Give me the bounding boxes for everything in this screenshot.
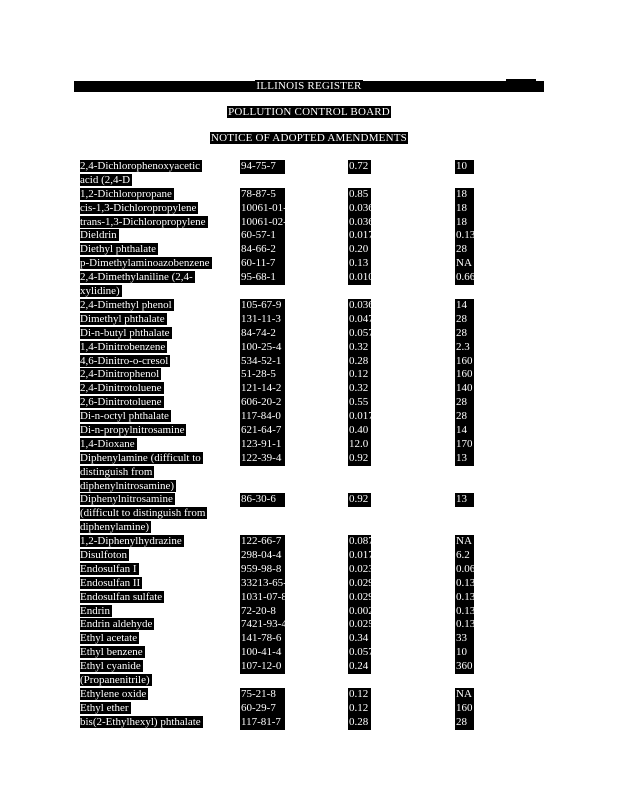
constituent-name-line: Diphenylamine (difficult to	[80, 451, 201, 464]
wastewater-value: 0.036	[349, 201, 374, 214]
wastewater-value: 0.24	[348, 660, 371, 674]
wastewater-value: 0.036	[349, 215, 374, 228]
nonwastewater-standard: 28	[455, 313, 474, 327]
wastewater-value: 0.025	[349, 618, 374, 631]
constituent-name-line: Di-n-butyl phthalate	[80, 326, 170, 339]
wastewater-value: 0.28	[348, 355, 371, 369]
nonwastewater-standard: 13	[455, 452, 474, 466]
constituent-name-line: Diethyl phthalate	[80, 243, 157, 256]
nonwastewater-standard: 28	[455, 716, 474, 730]
constituent-name-line: Endosulfan sulfate	[80, 590, 163, 603]
cas-number: 51-28-5	[240, 368, 285, 382]
constituent-name-line: diphenylnitrosamine)	[80, 479, 175, 492]
table-row	[0, 396, 618, 410]
wastewater-value: 0.20	[348, 243, 371, 257]
constituent-name	[80, 410, 221, 424]
constituent-name-line: Ethyl benzene	[80, 646, 143, 659]
cas-number: 78-87-5	[240, 188, 285, 202]
table-row	[0, 605, 618, 619]
constituent-name-line: 2,6-Dinitrotoluene	[80, 396, 162, 409]
constituent-name	[80, 493, 221, 535]
cas-number: 94-75-7	[240, 160, 285, 174]
cas-number: 60-29-7	[240, 702, 285, 716]
wastewater-value: 0.047	[349, 312, 374, 325]
constituent-name-line: 1,2-Diphenylhydrazine	[80, 535, 182, 548]
table-row	[0, 702, 618, 716]
cas-number: 534-52-1	[240, 355, 285, 369]
nonwastewater-standard: 160	[456, 701, 473, 714]
constituent-name-line: Disulfoton	[80, 549, 128, 561]
cas-number: 72-20-8	[240, 605, 285, 619]
constituent-name-line: acid (2,4-D	[80, 173, 131, 186]
wastewater-value: 0.72	[348, 160, 371, 174]
constituent-name	[80, 160, 221, 188]
board-title-text: POLLUTION CONTROL BOARD	[228, 106, 390, 118]
nonwastewater-standard: 10	[455, 160, 474, 174]
wastewater-value: 0.40	[348, 424, 371, 438]
nonwastewater-standard: 2.3	[455, 341, 474, 355]
table-row	[0, 299, 618, 313]
nonwastewater-standard: 18	[455, 202, 474, 216]
constituent-name-line: Diphenylnitrosamine	[80, 493, 173, 506]
nonwastewater-standard: 18	[455, 216, 474, 230]
nonwastewater-standard: 33	[455, 632, 474, 646]
constituent-name-line: Endrin	[80, 604, 110, 617]
table-row	[0, 660, 618, 688]
register-title	[0, 80, 618, 92]
constituent-name	[80, 341, 221, 355]
table-row	[0, 410, 618, 424]
nonwastewater-standard: 28	[455, 396, 474, 410]
table-row	[0, 341, 618, 355]
constituent-name-line: 2,4-Dimethylaniline (2,4-	[80, 271, 193, 284]
board-title	[0, 106, 618, 118]
table-row	[0, 618, 618, 632]
constituent-name-line: Ethyl cyanide	[80, 660, 141, 673]
constituent-name-line: Dimethyl phthalate	[80, 312, 165, 325]
nonwastewater-standard: 28	[455, 410, 474, 424]
table-row	[0, 313, 618, 327]
cas-number: 122-66-7	[240, 535, 285, 549]
table-row	[0, 438, 618, 452]
constituent-name	[80, 355, 221, 369]
wastewater-value: 0.32	[348, 341, 371, 355]
constituent-name	[80, 424, 221, 438]
wastewater-value: 0.057	[349, 646, 374, 659]
constituent-name-line: 1,4-Dioxane	[80, 437, 135, 450]
cas-number: 606-20-2	[240, 396, 285, 410]
nonwastewater-standard: NA	[455, 257, 474, 271]
nonwastewater-standard: 160	[456, 368, 473, 381]
table-row	[0, 243, 618, 257]
table-row	[0, 188, 618, 202]
table-row	[0, 549, 618, 563]
constituent-name	[80, 243, 221, 257]
constituent-name-line: distinguish from	[80, 465, 153, 478]
nonwastewater-standard: 0.066	[456, 562, 481, 575]
nonwastewater-standard: 0.13	[456, 618, 476, 631]
cas-number: 60-57-1	[240, 229, 285, 243]
cas-number: 122-39-4	[240, 452, 285, 466]
notice-title	[0, 132, 618, 144]
cas-number: 100-25-4	[240, 341, 285, 355]
cas-number: 10061-01-5	[241, 201, 293, 214]
nonwastewater-standard: NA	[455, 535, 474, 549]
constituent-name	[80, 382, 221, 396]
constituent-name-line: Di-n-octyl phthalate	[80, 410, 169, 423]
constituent-name	[80, 716, 221, 730]
cas-number: 7421-93-4	[241, 618, 287, 631]
table-row	[0, 257, 618, 271]
nonwastewater-standard: 360	[456, 660, 473, 673]
table-row	[0, 271, 618, 299]
table-row	[0, 577, 618, 591]
cas-number: 60-11-7	[240, 257, 285, 271]
nonwastewater-standard: 0.66	[456, 271, 476, 284]
constituent-name	[80, 577, 221, 591]
constituent-name-line: diphenylamine)	[80, 521, 150, 534]
constituent-name-line: (difficult to distinguish from	[80, 507, 206, 520]
wastewater-value: 0.13	[348, 257, 371, 271]
constituent-name	[80, 327, 221, 341]
cas-number: 131-11-3	[240, 313, 285, 327]
constituent-name-line: Ethylene oxide	[80, 687, 147, 700]
constituent-name-line: Ethyl ether	[80, 701, 129, 714]
constituent-name-line: xylidine)	[80, 285, 120, 298]
table-row	[0, 716, 618, 730]
constituent-table	[0, 160, 618, 730]
constituent-name	[80, 632, 221, 646]
table-row	[0, 160, 618, 188]
constituent-name	[80, 299, 221, 313]
constituent-name	[80, 188, 221, 202]
constituent-name	[80, 535, 221, 549]
cas-number: 141-78-6	[240, 632, 285, 646]
constituent-name	[80, 591, 221, 605]
constituent-name-line: 1,4-Dinitrobenzene	[80, 340, 166, 353]
constituent-name	[80, 313, 221, 327]
constituent-name	[80, 549, 221, 563]
constituent-name	[80, 438, 221, 452]
table-row	[0, 327, 618, 341]
wastewater-value: 0.029	[349, 590, 374, 603]
cas-number: 117-81-7	[240, 716, 285, 730]
constituent-name	[80, 368, 221, 382]
constituent-name	[80, 257, 221, 271]
wastewater-value: 0.12	[348, 368, 371, 382]
constituent-name	[80, 229, 221, 243]
nonwastewater-standard: 18	[455, 188, 474, 202]
constituent-name-line: Di-n-propylnitrosamine	[80, 423, 185, 436]
table-row	[0, 452, 618, 494]
cas-number: 86-30-6	[240, 493, 285, 507]
cas-number: 33213-65-9	[241, 576, 293, 589]
constituent-name-line: 1,2-Dichloropropane	[80, 187, 172, 200]
wastewater-value: 0.017	[349, 549, 374, 561]
nonwastewater-standard: 0.13	[456, 576, 476, 589]
constituent-name-line: p-Dimethylaminoazobenzene	[80, 257, 210, 270]
constituent-name	[80, 452, 221, 494]
nonwastewater-standard: 28	[455, 243, 474, 257]
nonwastewater-standard: 28	[455, 327, 474, 341]
cas-number: 100-41-4	[240, 646, 285, 660]
cas-number: 10061-02-6	[241, 215, 293, 228]
wastewater-value: 0.010	[349, 271, 374, 284]
table-row	[0, 563, 618, 577]
constituent-name-line: (Propanenitrile)	[80, 674, 150, 687]
constituent-name-line: 2,4-Dinitrotoluene	[80, 382, 162, 395]
cas-number: 1031-07-8	[241, 590, 287, 603]
wastewater-value: 0.34	[348, 632, 371, 646]
nonwastewater-standard: NA	[455, 688, 474, 702]
table-row	[0, 424, 618, 438]
wastewater-value: 0.12	[348, 702, 371, 716]
nonwastewater-standard: 13	[455, 493, 474, 507]
constituent-name-line: 4,6-Dinitro-o-cresol	[80, 354, 169, 367]
wastewater-value: 0.28	[348, 716, 371, 730]
constituent-name	[80, 605, 221, 619]
constituent-name	[80, 688, 221, 702]
cas-number: 959-98-8	[240, 563, 285, 577]
table-row	[0, 632, 618, 646]
constituent-name-line: cis-1,3-Dichloropropylene	[80, 201, 197, 214]
cas-number: 298-04-4	[240, 549, 285, 563]
cas-number: 121-14-2	[240, 382, 285, 396]
table-row	[0, 382, 618, 396]
nonwastewater-standard: 170	[456, 437, 473, 450]
constituent-name-line: Dieldrin	[80, 229, 117, 242]
cas-number: 84-66-2	[240, 243, 285, 257]
table-row	[0, 591, 618, 605]
wastewater-value: 0.017	[349, 229, 374, 242]
wastewater-value: 0.057	[349, 326, 374, 339]
wastewater-value: 0.12	[348, 688, 371, 702]
nonwastewater-standard: 140	[456, 382, 473, 395]
constituent-name-line: trans-1,3-Dichloropropylene	[80, 215, 206, 228]
constituent-name-line: 2,4-Dinitrophenol	[80, 368, 160, 381]
wastewater-value: 0.55	[348, 396, 371, 410]
notice-title-text: NOTICE OF ADOPTED AMENDMENTS	[211, 132, 407, 144]
constituent-name	[80, 271, 221, 299]
constituent-name-line: Endosulfan II	[80, 576, 141, 589]
table-row	[0, 646, 618, 660]
constituent-name	[80, 660, 221, 688]
table-row	[0, 202, 618, 216]
nonwastewater-standard: 160	[456, 354, 473, 367]
constituent-name	[80, 563, 221, 577]
constituent-name-line: Endosulfan I	[80, 562, 137, 575]
nonwastewater-standard: 0.13	[456, 604, 476, 617]
wastewater-value: 0.92	[348, 493, 371, 507]
wastewater-value: 0.92	[348, 452, 371, 466]
nonwastewater-standard: 0.13	[456, 229, 476, 242]
constituent-name-line: Endrin aldehyde	[80, 618, 153, 631]
nonwastewater-standard: 10	[455, 646, 474, 660]
constituent-name-line: 2,4-Dimethyl phenol	[80, 298, 172, 311]
nonwastewater-standard: 6.2	[455, 549, 474, 563]
table-row	[0, 216, 618, 230]
table-row	[0, 368, 618, 382]
constituent-name	[80, 646, 221, 660]
table-row	[0, 688, 618, 702]
table-row	[0, 535, 618, 549]
cas-number: 117-84-0	[240, 410, 285, 424]
constituent-name	[80, 618, 221, 632]
wastewater-value: 0.087	[349, 535, 374, 548]
cas-number: 75-21-8	[240, 688, 285, 702]
wastewater-value: 0.85	[348, 188, 371, 202]
cas-number: 84-74-2	[240, 327, 285, 341]
wastewater-value: 0.017	[349, 410, 374, 423]
cas-number: 105-67-9	[240, 299, 285, 313]
wastewater-value: 0.0028	[349, 604, 380, 617]
constituent-name	[80, 396, 221, 410]
nonwastewater-standard: 0.13	[456, 590, 476, 603]
cas-number: 107-12-0	[240, 660, 285, 674]
constituent-name	[80, 202, 221, 216]
table-row	[0, 355, 618, 369]
page-header	[0, 0, 618, 160]
wastewater-value: 12.0	[348, 438, 371, 452]
table-row	[0, 493, 618, 535]
nonwastewater-standard: 14	[455, 299, 474, 313]
cas-number: 95-68-1	[240, 271, 285, 285]
wastewater-value: 0.023	[349, 562, 374, 575]
nonwastewater-standard: 14	[455, 424, 474, 438]
table-row	[0, 229, 618, 243]
constituent-name-line: bis(2-Ethylhexyl) phthalate	[80, 715, 201, 728]
constituent-name-line: Ethyl acetate	[80, 632, 138, 645]
wastewater-value: 0.036	[349, 298, 374, 311]
wastewater-value: 0.029	[349, 576, 374, 589]
constituent-name-line: 2,4-Dichlorophenoxyacetic	[80, 160, 201, 172]
cas-number: 621-64-7	[240, 424, 285, 438]
register-title-text: ILLINOIS REGISTER	[256, 80, 362, 92]
cas-number: 123-91-1	[240, 438, 285, 452]
wastewater-value: 0.32	[348, 382, 371, 396]
constituent-name	[80, 216, 221, 230]
constituent-name	[80, 702, 221, 716]
